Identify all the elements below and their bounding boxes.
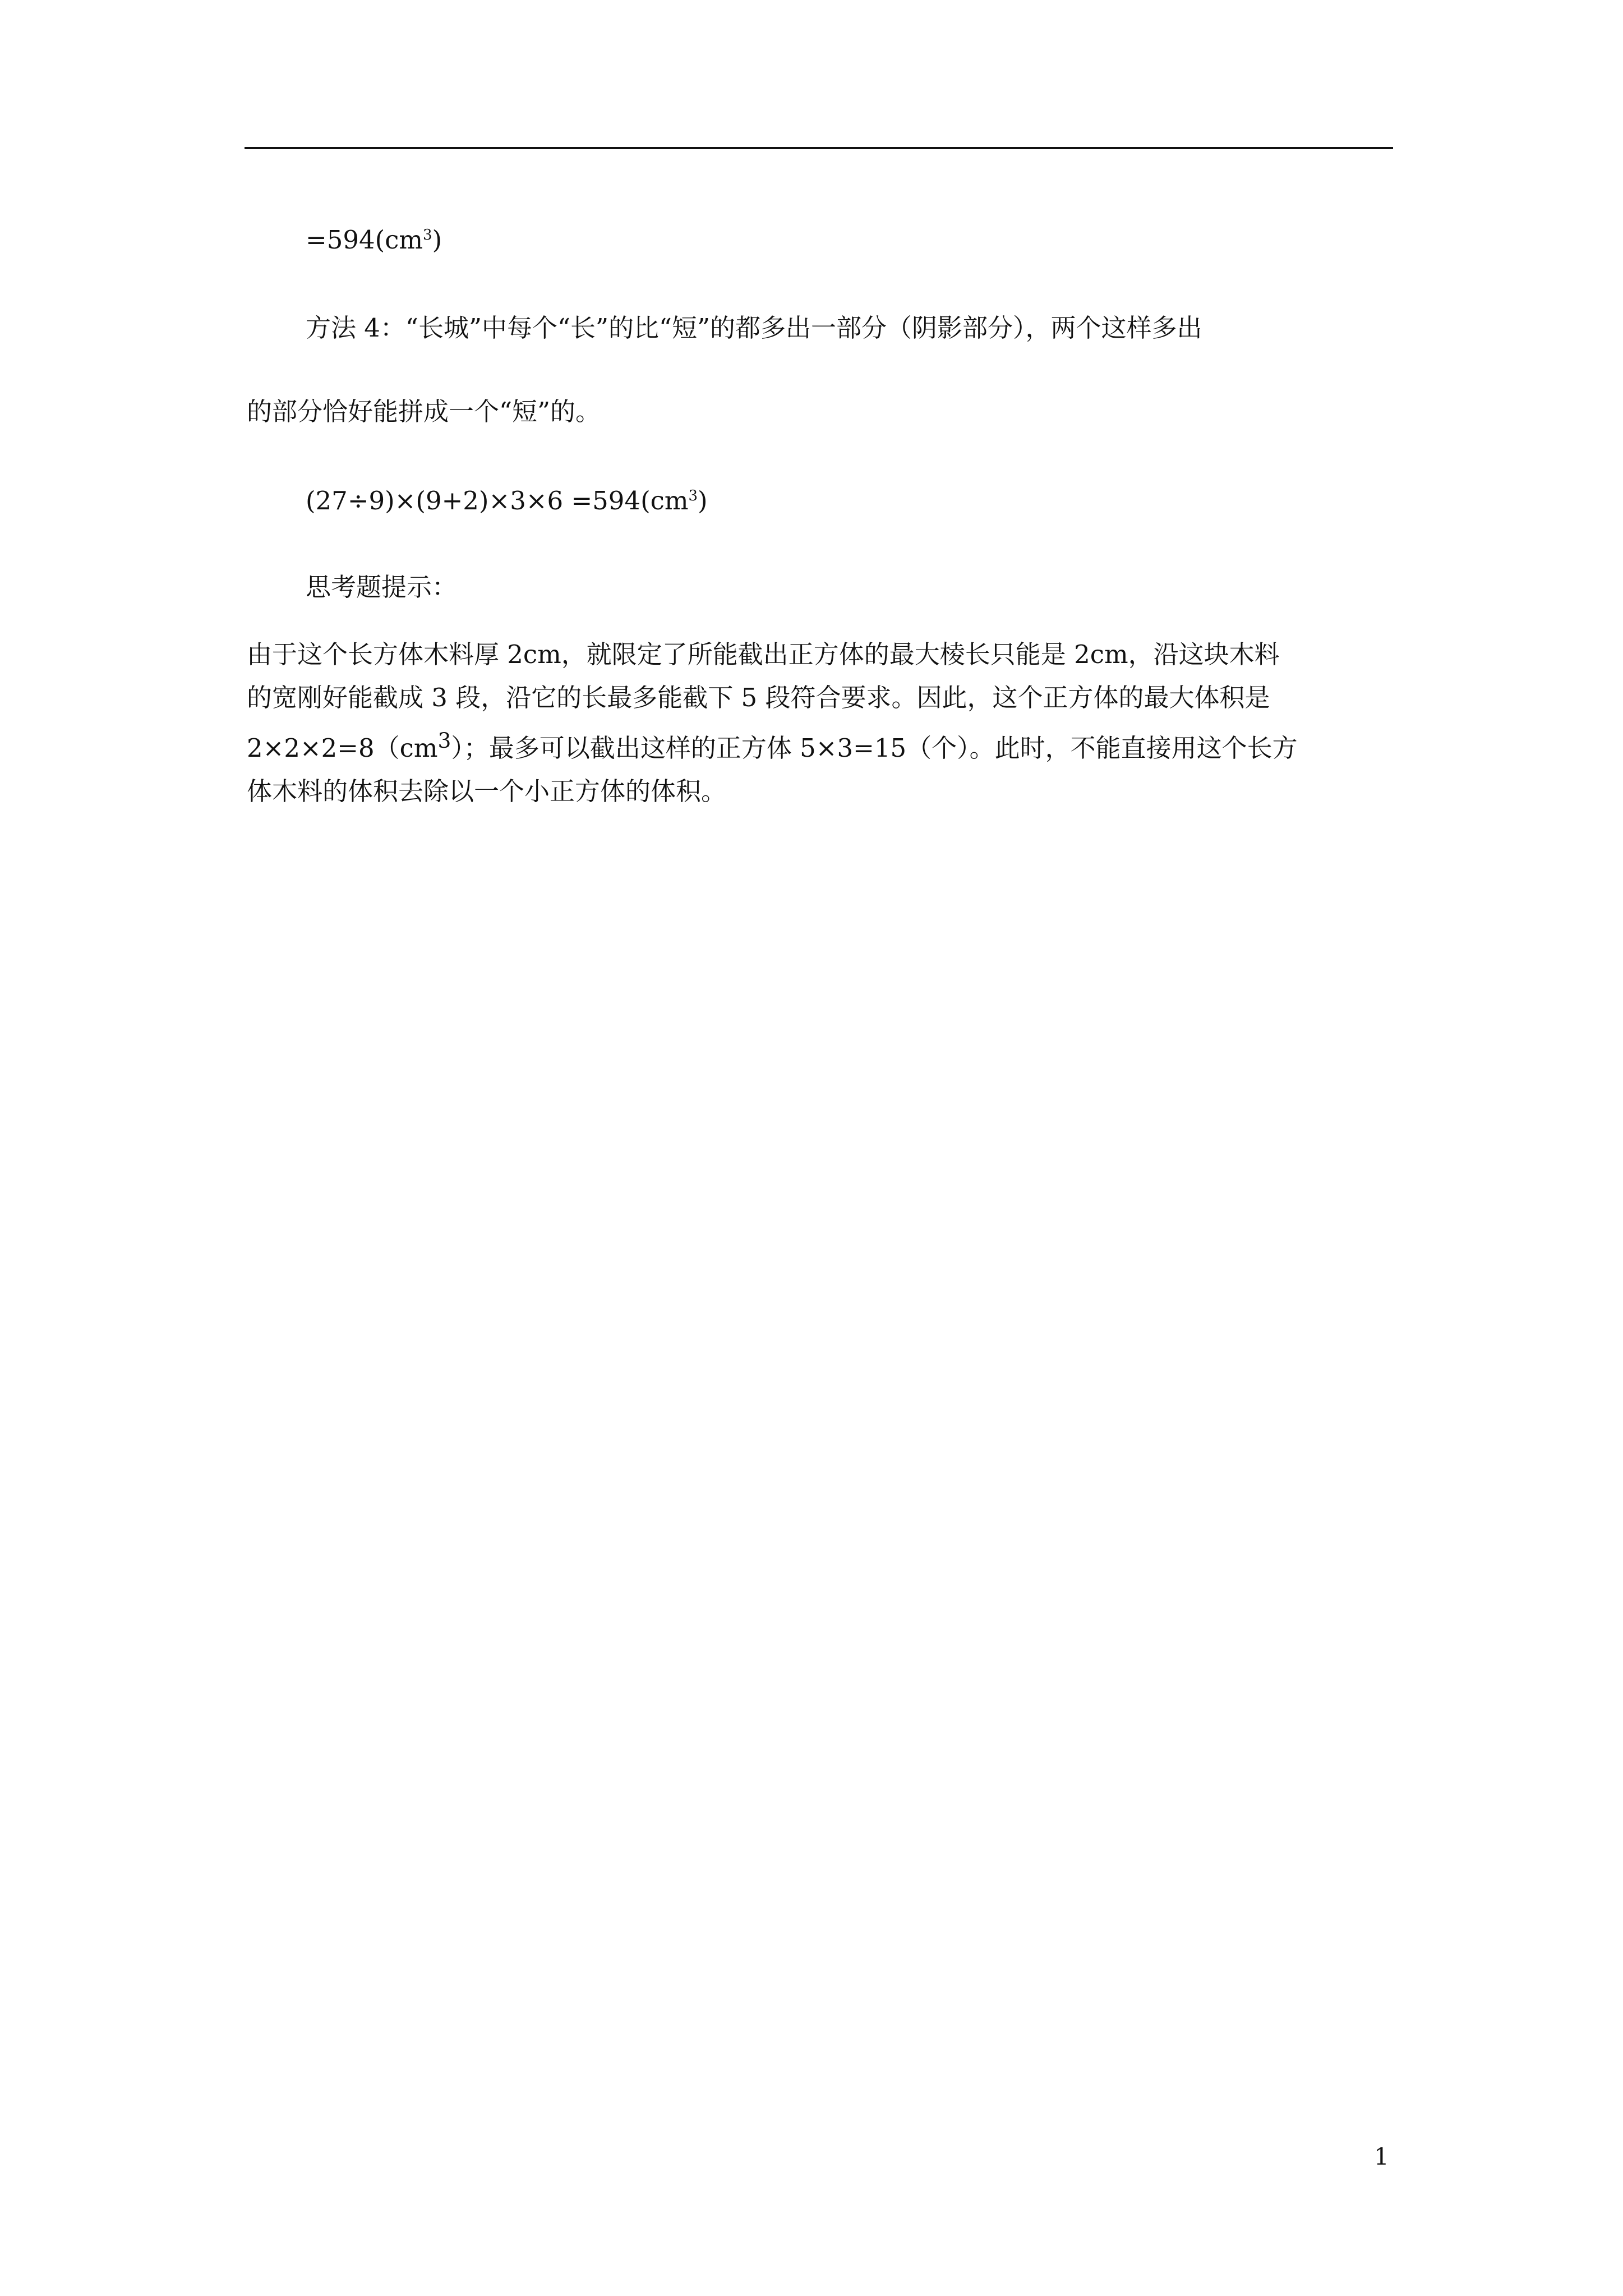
superscript: 3 xyxy=(423,227,432,243)
hint-line-2: 的宽刚好能截成 3 段，沿它的长最多能截下 5 段符合要求。因此，这个正方体的最大体积是 xyxy=(247,683,1270,712)
hint-line-1: 由于这个长方体木料厚 2cm，就限定了所能截出正方体的最大棱长只能是 2cm，沿这块木料 xyxy=(247,639,1280,669)
hint-line-3 xyxy=(247,719,1396,770)
method-4-line: 方法 4：“长城”中每个“长”的比“短”的都多出一部分（阴影部分），两个这样多出 xyxy=(306,313,1202,343)
hint-line-3-start: 2×2×2=8（cm xyxy=(247,733,438,763)
equation-text: =594(cm xyxy=(306,225,423,255)
hint-title: 思考题提示： xyxy=(306,572,458,602)
method-4-equation xyxy=(306,484,708,518)
hint-line-3-rest: ）；最多可以截出这样的正方体 5×3=15（个）。此时，不能直接用这个长方 xyxy=(451,733,1298,763)
hint-paragraph xyxy=(247,633,1396,813)
superscript: 3 xyxy=(437,728,451,753)
method-4-continuation: 的部分恰好能拼成一个“短”的。 xyxy=(247,397,601,426)
header-rule xyxy=(245,147,1393,149)
equation-close: ) xyxy=(698,486,708,516)
superscript: 3 xyxy=(688,487,698,504)
hint-line-4: 体木料的体积去除以一个小正方体的体积。 xyxy=(247,776,727,806)
equation-close: ) xyxy=(432,225,442,255)
page-number: 1 xyxy=(1374,2143,1389,2170)
equation-line-result xyxy=(306,223,442,257)
equation-text: (27÷9)×(9+2)×3×6 =594(cm xyxy=(306,486,689,516)
